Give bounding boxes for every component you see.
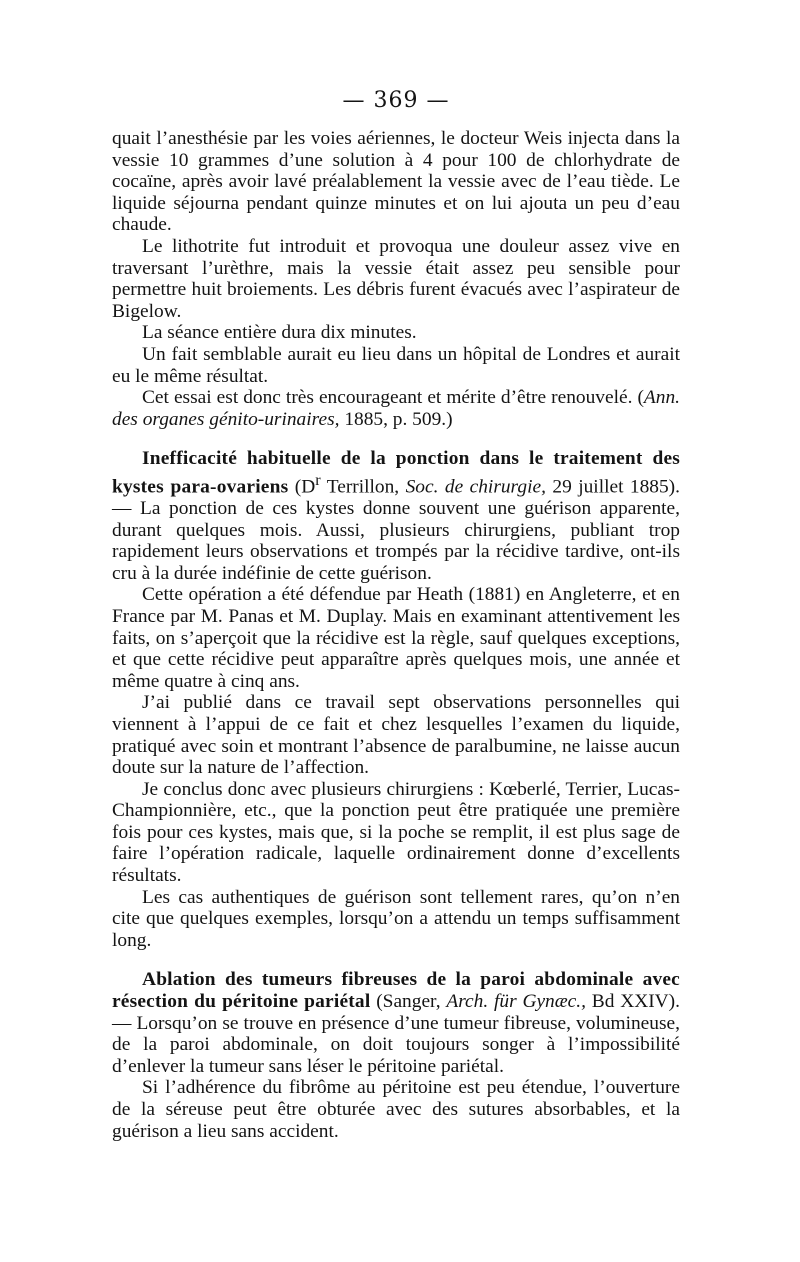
paragraph-anesthesia: quait l’anesthésie par les voies aériennes, le docteur Weis injecta dans la vessie 10 grammes d’une solution à 4 pour 100 de chlorhydrate de cocaïne, après avoir lavé préalablement la vessie avec de l’eau tiède. Le liquide séjourna pendant quinze minutes et on lui ajouta un peu d’eau chaude. bbox=[112, 128, 680, 236]
paragraph-london: Un fait semblable aurait eu lieu dans un hôpital de Londres et aurait eu le même résultat. bbox=[112, 343, 680, 387]
section-kystes-heading: Inefficacité habituelle de la ponction dans le traitement des kystes para-ovariens bbox=[112, 448, 680, 498]
paragraph-adherence: Si l’adhérence du fibrôme au péritoine est peu étendue, l’ouverture de la séreuse peut être obturée avec des sutures absorbables, et la guérison a lieu sans accident. bbox=[112, 1077, 680, 1142]
paragraph-essai-text: Cet essai est donc très encourageant et mérite d’être renouvelé. ( bbox=[142, 387, 644, 409]
page-number: — 369 — bbox=[342, 88, 450, 113]
paragraph-heath: Cette opération a été défendue par Heath (1881) en Angleterre, et en France par M. Panas et M. Duplay. Mais en examinant attentivement les faits, on s’aperçoit que la récidive est la règle, sauf quelques exceptions, et que cette récidive peut apparaître après quelques mois, une année et même quatre à cinq ans. bbox=[112, 584, 680, 692]
paragraph-guerison: Les cas authentiques de guérison sont tellement rares, qu’on n’en cite que quelques exemples, lorsqu’on a attendu un temps suffisamment long. bbox=[112, 886, 680, 951]
document-page bbox=[112, 88, 680, 1142]
paragraph-conclusion: Je conclus donc avec plusieurs chirurgiens : Kœberlé, Terrier, Lucas-Championnière, etc., que la ponction peut être pratiquée une première fois pour ces kystes, mais que, si la poche se remplit, il est plus sage de faire l’opération radicale, laquelle ordinairement donne d’excellents résultats. bbox=[112, 778, 680, 887]
citation-annales: Ann. des organes génito-urinaires, bbox=[112, 387, 680, 430]
section-kystes-body: 29 juillet 1885). — La ponction de ces kystes donne souvent une guérison apparente, durant quelques mois. Aussi, plusieurs chirurgiens, publiant trop rapidement leurs observations et trompés par la récidive tardive, ont-ils cru à la durée indéfinie de cette guérison. bbox=[112, 476, 680, 584]
citation-arch-gynaec: Arch. für Gynæc., bbox=[446, 991, 586, 1013]
paragraph-lithotrite: Le lithotrite fut introduit et provoqua une douleur assez vive en traversant l’urèthre, mais la vessie était assez peu sensible pour permettre huit broiements. Les débris furent évacués avec l’aspirateur de Bigelow. bbox=[112, 235, 680, 322]
section-kystes-b: Terrillon, bbox=[320, 476, 406, 498]
section-kystes-sup: r bbox=[315, 471, 321, 489]
section-tumeurs-body: Bd XXIV). — Lorsqu’on se trouve en présence d’une tumeur fibreuse, volumineuse, de la paroi abdominale, on doit toujours songer à l’impossibilité d’enlever la tumeur sans léser le péritoine pariétal. bbox=[112, 991, 680, 1077]
paragraph-essai bbox=[112, 387, 680, 430]
section-tumeurs bbox=[112, 969, 680, 1077]
section-kystes-a: (D bbox=[288, 476, 316, 498]
section-tumeurs-a: (Sanger, bbox=[370, 991, 447, 1013]
section-kystes bbox=[112, 448, 680, 584]
paragraph-seance: La séance entière dura dix minutes. bbox=[142, 322, 417, 344]
paragraph-observations: J’ai publié dans ce travail sept observations personnelles qui viennent à l’appui de ce fait et chez lesquelles l’examen du liquide, pratiqué avec soin et montrant l’absence de paralbumine, ne laisse aucun doute sur la nature de l’affection. bbox=[112, 692, 680, 779]
paragraph-essai-end: 1885, p. 509.) bbox=[339, 408, 453, 430]
citation-soc-chirurgie: Soc. de chirurgie, bbox=[405, 476, 546, 498]
section-tumeurs-heading: Ablation des tumeurs fibreuses de la paroi abdominale avec résection du péritoine pariétal bbox=[112, 969, 680, 1013]
